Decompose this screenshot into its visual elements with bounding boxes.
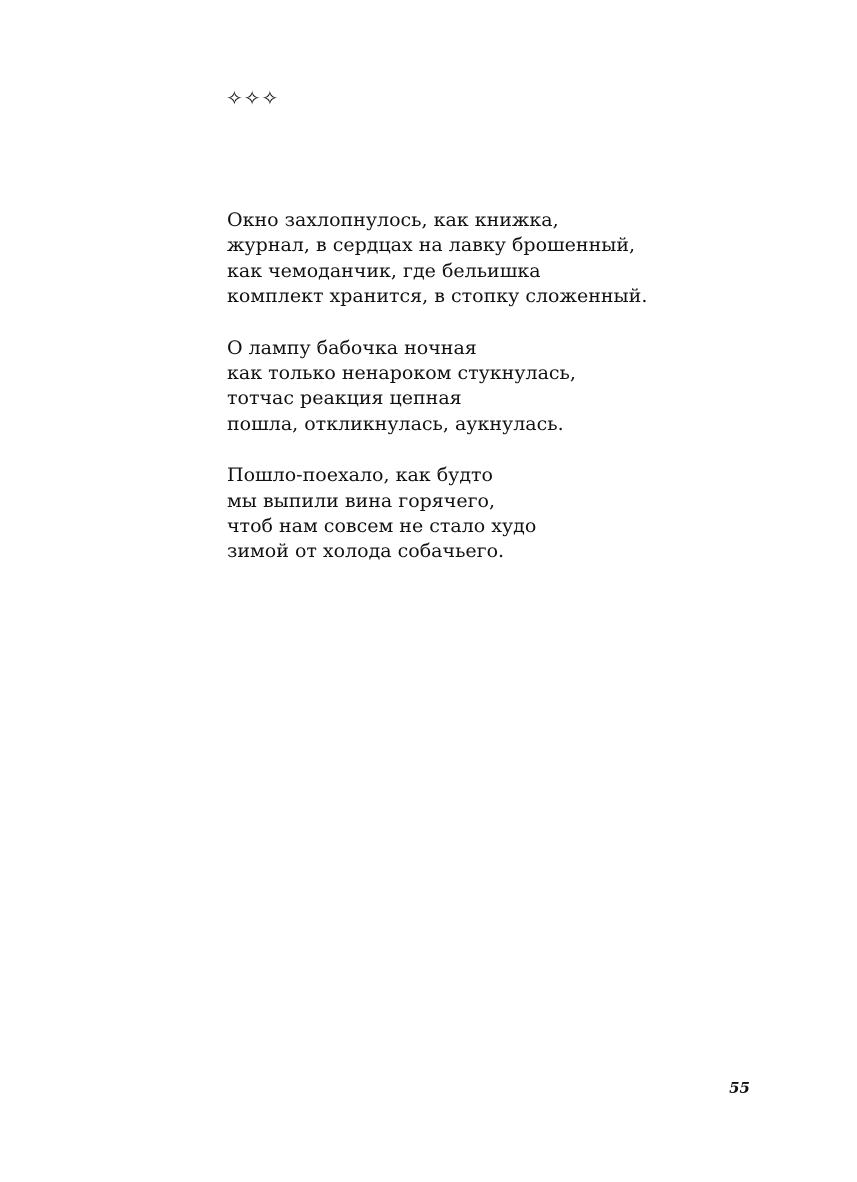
poem-line: тотчас реакция цепная	[227, 387, 462, 410]
page-number: 55	[729, 1079, 750, 1097]
poem-line: зимой от холода собачьего.	[227, 540, 505, 563]
poem-line: мы выпили вина горячего,	[227, 489, 496, 512]
poem-line: Окно захлопнулось, как книжка,	[227, 209, 559, 231]
poem-line: О лампу бабочка ночная	[227, 336, 477, 359]
poem-line: чтоб нам совсем не стало худо	[227, 515, 537, 538]
poem-line: журнал, в сердцах на лавку брошенный,	[227, 234, 636, 257]
poem-line: пошла, откликнулась, аукнулась.	[227, 412, 564, 435]
poem-line: комплект хранится, в стопку сложенный.	[227, 285, 648, 308]
poem-line: как чемоданчик, где бельишка	[227, 259, 541, 282]
ornament-divider: ✧✧✧	[226, 86, 280, 110]
poem	[227, 208, 787, 591]
stanza-2	[227, 336, 787, 438]
stanza-1	[227, 208, 787, 310]
poem-line: как только ненароком стукнулась,	[227, 362, 576, 385]
poem-line: Пошло-поехало, как будто	[227, 464, 493, 487]
stanza-3	[227, 463, 787, 565]
